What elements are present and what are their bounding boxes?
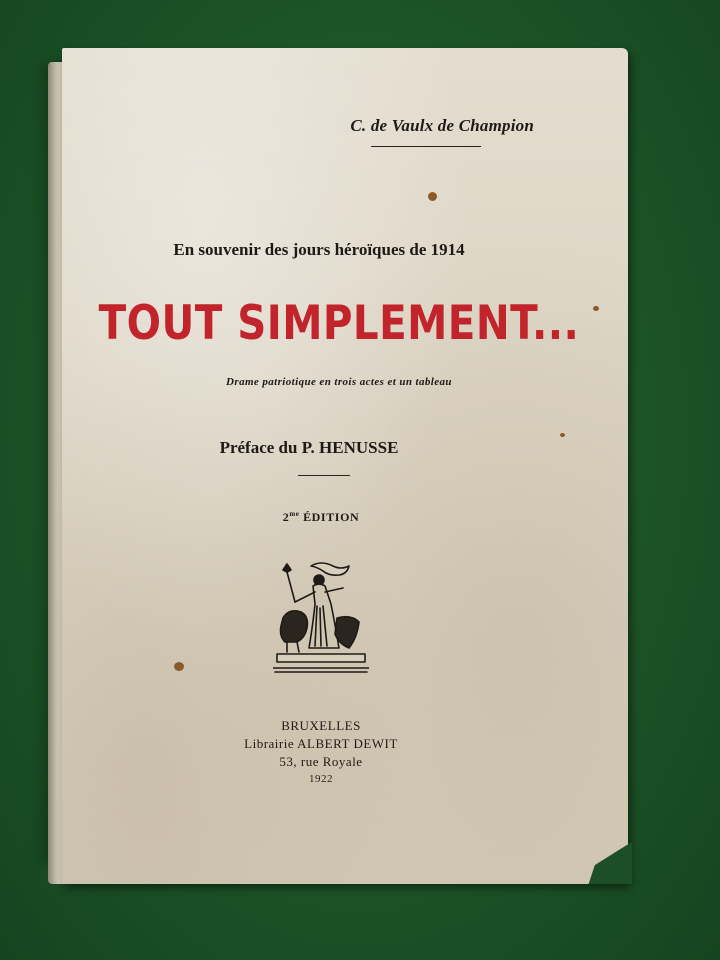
edition-suffix: me <box>289 510 300 518</box>
allegorical-figure-with-lion-icon <box>273 558 369 680</box>
edition-label: ÉDITION <box>303 510 360 524</box>
preface-divider <box>298 475 350 476</box>
book-subtitle: Drame patriotique en trois actes et un tableau <box>226 376 452 388</box>
book-cover <box>62 48 628 884</box>
book-title: TOUT SIMPLEMENT... <box>98 296 580 351</box>
edition-number: 2 <box>282 510 290 524</box>
foxing-spot <box>593 306 599 311</box>
publication-year: 1922 <box>309 773 333 785</box>
publisher-city: BRUXELLES <box>281 718 361 733</box>
dedication-line: En souvenir des jours héroïques de 1914 <box>173 240 465 259</box>
foxing-spot <box>428 192 437 201</box>
book <box>62 48 628 884</box>
foxing-spot <box>560 433 565 437</box>
preface-line: Préface du P. HENUSSE <box>219 438 399 457</box>
edition-line <box>38 510 604 525</box>
foxing-spot <box>174 662 184 671</box>
author-name: C. de Vaulx de Champion <box>350 116 534 135</box>
author-divider <box>371 146 481 147</box>
publisher-name: Librairie ALBERT DEWIT <box>244 736 398 751</box>
publisher-address: 53, rue Royale <box>279 754 363 769</box>
torn-corner <box>570 842 632 884</box>
